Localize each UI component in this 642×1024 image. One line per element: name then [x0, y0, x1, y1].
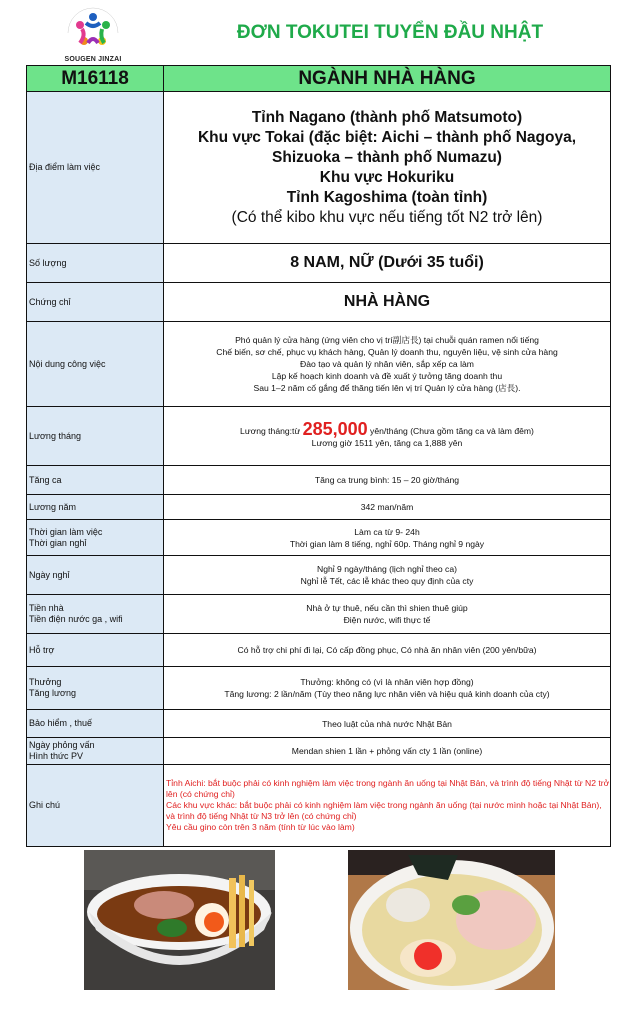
- label-line: Tiền nhà: [29, 603, 64, 613]
- housing-line: Điện nước, wifi thực tế: [343, 615, 431, 625]
- table-row-insurance: [27, 710, 611, 738]
- value-work-time: [164, 520, 611, 556]
- value-interview: Mendan shien 1 lần + phỏng vấn cty 1 lần (online): [164, 738, 611, 765]
- job-content-line: Đào tạo và quản lý nhân viên, sắp xếp ca làm: [300, 359, 474, 369]
- label-housing: [27, 595, 164, 634]
- document-title: ĐƠN TOKUTEI TUYỂN ĐẦU NHẬT: [236, 22, 544, 43]
- bonus-line: Thưởng: không có (vì là nhân viên hợp đồng): [300, 677, 474, 687]
- label-line: Tăng lương: [29, 688, 76, 698]
- table-row-job-content: [27, 322, 611, 407]
- job-content-line: Sau 1–2 năm cố gắng để thăng tiến lên vị trí Quản lý cửa hàng (店長).: [253, 383, 521, 393]
- label-insurance: Bảo hiểm , thuế: [27, 710, 164, 738]
- label-days-off: Ngày nghỉ: [27, 556, 164, 595]
- label-support: Hỗ trợ: [27, 634, 164, 667]
- label-work-time: [27, 520, 164, 556]
- location-line: Khu vực Tokai (đặc biệt: Aichi – thành phố Nagoya,: [197, 128, 577, 146]
- work-time-line: Làm ca từ 9- 24h: [354, 526, 420, 537]
- label-annual-salary: Lương năm: [27, 495, 164, 520]
- label-line: Ngày phỏng vấn: [29, 740, 95, 750]
- value-overtime: Tăng ca trung bình: 15 – 20 giờ/tháng: [164, 466, 611, 495]
- salary-prefix: Lương tháng:từ: [240, 426, 303, 436]
- table-row-quantity: [27, 244, 611, 283]
- value-insurance: Theo luật của nhà nước Nhật Bản: [164, 710, 611, 738]
- table-row-annual-salary: [27, 495, 611, 520]
- table-row-location: [27, 92, 611, 244]
- people-circle-icon: [50, 3, 136, 53]
- value-location: [164, 92, 611, 244]
- housing-line: Nhà ở tự thuê, nếu cần thì shien thuê giúp: [306, 603, 468, 613]
- table-row-work-time: [27, 520, 611, 556]
- label-interview: [27, 738, 164, 765]
- label-line: Thời gian làm việc: [29, 526, 103, 537]
- value-quantity: 8 NAM, NỮ (Dưới 35 tuổi): [164, 244, 611, 283]
- label-job-content: Nội dung công việc: [27, 322, 164, 407]
- label-line: Thời gian nghỉ: [29, 537, 87, 548]
- location-note: (Có thể kibo khu vực nếu tiếng tốt N2 trở lên): [231, 208, 543, 226]
- work-time-line: Thời gian làm 8 tiếng, nghỉ 60p. Tháng nghỉ 9 ngày: [289, 538, 485, 549]
- value-notes: [164, 765, 611, 847]
- label-bonus: [27, 667, 164, 710]
- salary-line: [164, 419, 610, 439]
- label-certificate: Chứng chỉ: [27, 283, 164, 322]
- label-notes: Ghi chú: [27, 765, 164, 847]
- table-row-support: [27, 634, 611, 667]
- ramen-shio-photo: [348, 850, 555, 990]
- table-row-bonus: [27, 667, 611, 710]
- order-code: M16118: [27, 66, 164, 92]
- logo-text: SOUGEN JINZAI: [64, 56, 122, 63]
- days-off-line: Nghỉ 9 ngày/tháng (lịch nghỉ theo ca): [317, 564, 457, 574]
- value-support: Có hỗ trợ chi phí đi lại, Có cấp đồng phục, Có nhà ăn nhân viên (200 yên/bữa): [164, 634, 611, 667]
- days-off-line: Nghỉ lễ Tết, các lễ khác theo quy định của cty: [300, 576, 474, 586]
- table-header-row: [27, 66, 611, 92]
- table-row-housing: [27, 595, 611, 634]
- location-line: Shizuoka – thành phố Numazu): [272, 148, 502, 166]
- ramen-shoyu-photo: [84, 850, 275, 990]
- location-line: Tỉnh Nagano (thành phố Matsumoto): [251, 108, 523, 126]
- value-housing: [164, 595, 611, 634]
- label-overtime: Tăng ca: [27, 466, 164, 495]
- value-days-off: [164, 556, 611, 595]
- table-row-overtime: [27, 466, 611, 495]
- job-order-table: [26, 65, 611, 847]
- job-content-line: Lập kế hoạch kinh doanh và đề xuất ý tưởng tăng doanh thu: [271, 371, 503, 381]
- job-content-line: Phó quản lý cửa hàng (ứng viên cho vị trí副店長) tại chuỗi quán ramen nổi tiếng: [235, 335, 539, 345]
- note-line: Yêu cầu gino còn trên 3 năm (tính từ lúc vào làm): [166, 822, 355, 832]
- salary-amount: 285,000: [302, 419, 368, 439]
- label-line: Thưởng: [29, 677, 62, 687]
- location-line: Khu vực Hokuriku: [319, 168, 455, 186]
- table-row-interview: [27, 738, 611, 765]
- table-row-days-off: [27, 556, 611, 595]
- hourly-wage: Lương giờ 1511 yên, tăng ca 1,888 yên: [311, 438, 463, 448]
- table-row-certificate: [27, 283, 611, 322]
- company-logo: [50, 3, 136, 63]
- value-annual-salary: 342 man/năm: [164, 495, 611, 520]
- note-line: Các khu vực khác: bắt buộc phải có kinh nghiệm làm việc trong ngành ăn uống (tại nước mình hoặc tại Nhật Bản), và trình độ tiếng Nhật từ N3 trở lên (có chứng chỉ): [166, 800, 602, 821]
- value-certificate: NHÀ HÀNG: [164, 283, 611, 322]
- note-line: Tỉnh Aichi: bắt buộc phải có kinh nghiệm làm việc trong ngành ăn uống tại Nhật Bản, và trình độ tiếng Nhật từ N2 trở lên (có chứng chỉ): [166, 778, 610, 799]
- job-content-line: Chế biến, sơ chế, phục vụ khách hàng, Quản lý doanh thu, nguyên liệu, vệ sinh cửa hàng: [216, 347, 558, 357]
- label-line: Tiền điện nước ga , wifi: [29, 614, 123, 624]
- table-row-notes: [27, 765, 611, 847]
- label-quantity: Số lượng: [27, 244, 164, 283]
- value-job-content: [164, 322, 611, 407]
- label-monthly-salary: Lương tháng: [27, 407, 164, 466]
- bonus-line: Tăng lương: 2 lần/năm (Tùy theo năng lực nhân viên và hiệu quả kinh doanh của cty): [224, 689, 550, 699]
- value-bonus: [164, 667, 611, 710]
- label-location: Địa điểm làm việc: [27, 92, 164, 244]
- location-line: Tỉnh Kagoshima (toàn tỉnh): [286, 188, 488, 206]
- table-row-monthly-salary: [27, 407, 611, 466]
- salary-suffix: yên/tháng (Chưa gồm tăng ca và làm đêm): [367, 426, 534, 436]
- value-monthly-salary: [164, 407, 611, 466]
- label-line: Hình thức PV: [29, 751, 84, 761]
- industry-title: NGÀNH NHÀ HÀNG: [164, 66, 611, 92]
